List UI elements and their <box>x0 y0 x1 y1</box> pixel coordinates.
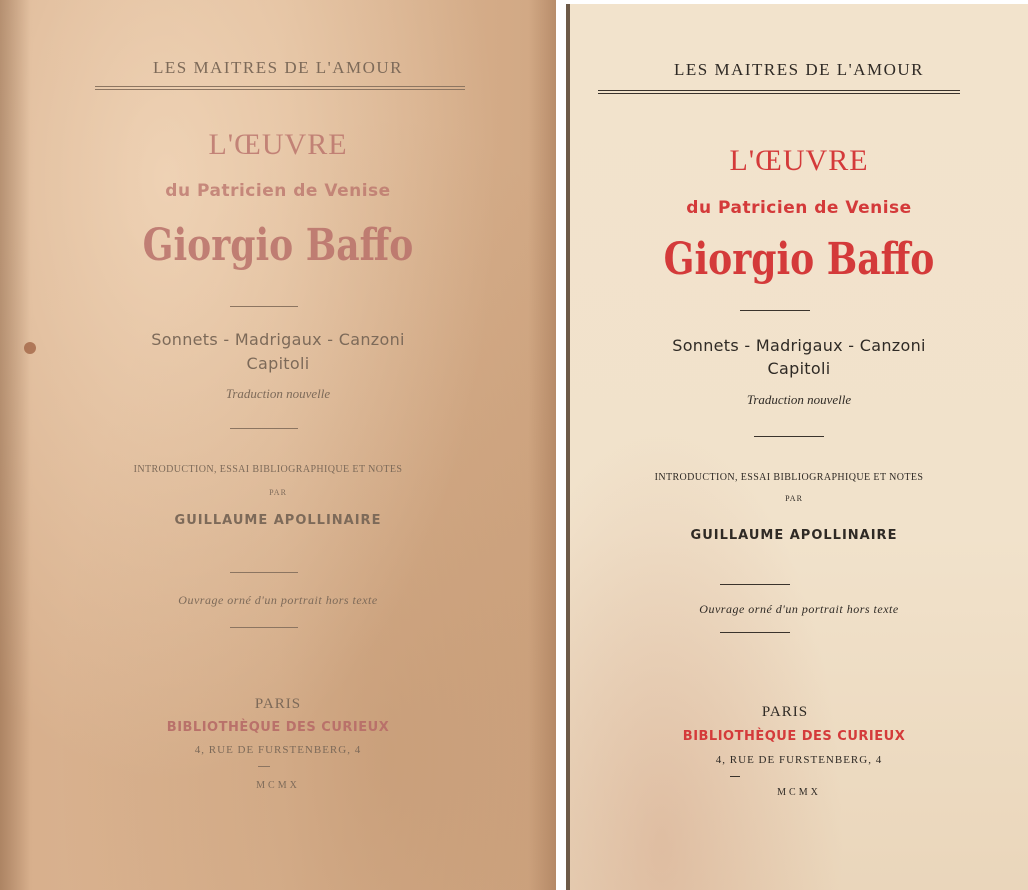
year: MCMX <box>256 780 300 791</box>
editor-name: GUILLAUME APOLLINAIRE <box>174 513 382 528</box>
header-rule <box>95 86 465 90</box>
translation-note: Traduction nouvelle <box>225 386 331 401</box>
paper-stain <box>24 342 36 354</box>
genres-line-2: Capitoli <box>767 359 831 378</box>
editor-name: GUILLAUME APOLLINAIRE <box>690 528 898 543</box>
portrait-note: Ouvrage orné d'un portrait hors texte <box>178 593 378 607</box>
work-heading: L'ŒUVRE <box>208 128 348 161</box>
divider-rule <box>230 627 298 628</box>
divider-rule <box>230 306 298 307</box>
author-name: Giorgio Baffo <box>663 234 935 285</box>
par-label: PAR <box>269 488 287 497</box>
work-subtitle: du Patricien de Venise <box>686 198 912 218</box>
par-label: PAR <box>785 494 803 503</box>
year: MCMX <box>777 787 821 798</box>
small-rule <box>258 766 270 767</box>
divider-rule <box>230 572 298 573</box>
work-subtitle: du Patricien de Venise <box>165 181 391 201</box>
work-heading: L'ŒUVRE <box>729 144 869 177</box>
introduction-line: INTRODUCTION, ESSAI BIBLIOGRAPHIQUE ET NOTES <box>133 464 403 475</box>
address: 4, RUE DE FURSTENBERG, 4 <box>715 754 883 766</box>
portrait-note: Ouvrage orné d'un portrait hors texte <box>699 602 899 616</box>
divider-rule <box>720 632 790 633</box>
title-page <box>566 4 1028 890</box>
city: PARIS <box>254 696 302 712</box>
small-rule <box>730 776 740 777</box>
address: 4, RUE DE FURSTENBERG, 4 <box>194 744 362 756</box>
divider-rule <box>754 436 824 437</box>
divider-rule <box>720 584 790 585</box>
author-name: Giorgio Baffo <box>142 220 414 271</box>
introduction-line: INTRODUCTION, ESSAI BIBLIOGRAPHIQUE ET NOTES <box>654 472 924 483</box>
series-title: LES MAITRES DE L'AMOUR <box>153 58 403 77</box>
genres-line: Sonnets - Madrigaux - Canzoni <box>672 336 926 355</box>
header-rule <box>598 90 960 94</box>
genres-line-2: Capitoli <box>246 354 310 373</box>
divider-rule <box>740 310 810 311</box>
publisher: BIBLIOTHÈQUE DES CURIEUX <box>166 720 390 735</box>
series-title: LES MAITRES DE L'AMOUR <box>674 60 924 79</box>
city: PARIS <box>761 704 809 720</box>
genres-line: Sonnets - Madrigaux - Canzoni <box>151 330 405 349</box>
translation-note: Traduction nouvelle <box>746 392 852 407</box>
divider-rule <box>230 428 298 429</box>
publisher: BIBLIOTHÈQUE DES CURIEUX <box>682 729 906 744</box>
